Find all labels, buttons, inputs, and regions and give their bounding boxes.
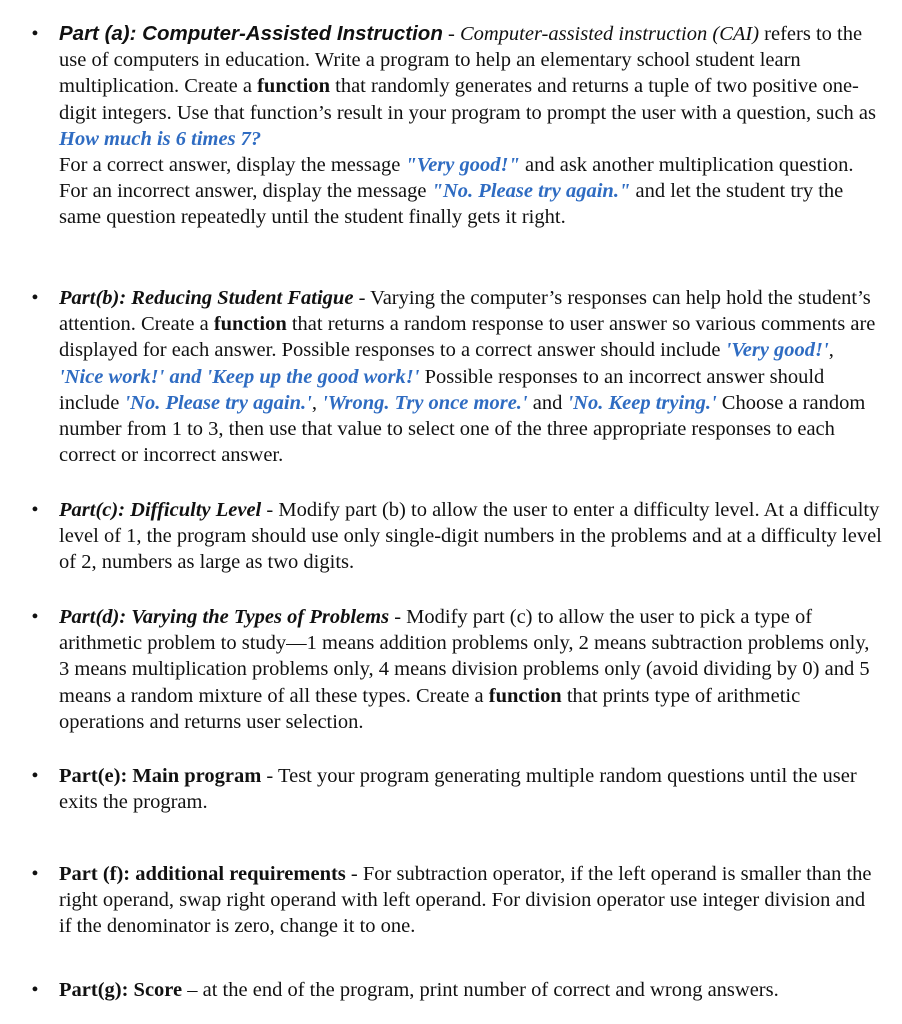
part-b-response-3: 'No. Please try again.' (124, 391, 312, 414)
part-a-function-word: function (257, 75, 331, 98)
part-d-text-1: Modify part (c) to allow the user to pick a type of arithmetic problem to study—1 means addition problems only, 2 means subtraction problems only, 3 means multiplication problems only, 4 means division problems only (avoid dividing by 0) and 5 means a random mixture of all these types. Create a (59, 606, 870, 707)
part-a-separator: - (442, 23, 460, 45)
part-b-separator: - (353, 287, 371, 309)
part-a-text-2: that randomly generates and returns a tuple of two positive one-digit integers. Use that function’s result in your program to prompt the user with a question, such as (59, 75, 877, 124)
part-b-comma-1: , (828, 339, 834, 362)
part-b-response-4: 'Wrong. Try once more.' (322, 391, 528, 414)
part-f-title: Part (f): additional requirements (59, 863, 346, 885)
part-a-text-3: For a correct answer, display the message (59, 154, 406, 177)
part-f-text-1: For subtraction operator, if the left operand is smaller than the right operand, swap right operand with left operand. For division operator use integer division and if the denominator is zero, change it to one. (59, 863, 872, 938)
part-b-text-2: that returns a random response to user answer so various comments are displayed for each answer. Possible responses to a correct answer should include (59, 313, 876, 362)
part-g-separator: – (182, 979, 203, 1001)
part-e-text-1: Test your program generating multiple random questions until the user exits the program. (59, 765, 857, 814)
bullet-icon: • (31, 606, 39, 628)
part-a-example-question: How much is 6 times 7? (59, 127, 262, 150)
part-d-title: Part(d): Varying the Types of Problems (59, 606, 390, 628)
part-b-function-word: function (213, 313, 287, 336)
bullet-icon: • (31, 287, 39, 309)
part-d-text-2: that prints type of arithmetic operations and returns user selection. (59, 684, 801, 733)
list-item-part-a (31, 21, 882, 231)
part-a-message-incorrect: "No. Please try again." (431, 180, 631, 203)
part-e-separator: - (261, 765, 278, 787)
list-item-part-f (31, 861, 882, 940)
part-b-title: Part(b): Reducing Student Fatigue (59, 287, 354, 309)
list-item-part-b (31, 285, 882, 468)
part-a-text-5: and let the student try the same question repeatedly until the student finally gets it right. (59, 180, 844, 229)
list-item-part-c (31, 497, 882, 576)
bullet-icon: • (31, 499, 39, 521)
list-item-part-d (31, 604, 882, 735)
part-c-title: Part(c): Difficulty Level (59, 499, 262, 521)
part-a-title: Part (a): Computer-Assisted Instruction (59, 22, 443, 45)
bullet-icon: • (31, 979, 39, 1001)
part-f-separator: - (345, 863, 363, 885)
part-b-response-1: 'Very good!' (725, 339, 829, 362)
part-e-title: Part(e): Main program (59, 765, 262, 787)
part-b-text-4: Choose a random number from 1 to 3, then use that value to select one of the three appropriate responses to each correct or incorrect answer. (59, 391, 866, 467)
part-a-message-correct: "Very good!" (405, 154, 520, 177)
part-a-intro: Computer-assisted instruction (CAI) (459, 23, 760, 45)
part-b-text-1: Varying the computer’s responses can help hold the student’s attention. Create a (59, 287, 871, 336)
bullet-icon: • (31, 863, 39, 885)
list-item-part-g (31, 977, 882, 1003)
part-b-and: and (527, 391, 568, 414)
bullet-icon: • (31, 23, 39, 45)
part-d-separator: - (389, 606, 407, 628)
part-a-text-4: and ask another multiplication question. For an incorrect answer, display the message (59, 154, 854, 203)
part-b-comma-2: , (311, 391, 323, 414)
part-c-separator: - (261, 499, 279, 521)
part-g-title: Part(g): Score (59, 979, 183, 1001)
part-c-text-1: Modify part (b) to allow the user to enter a difficulty level. At a difficulty level of 1, the program should use only single-digit numbers in the problems and at a difficulty level of 2, numbers as large as two digits. (59, 499, 882, 574)
bullet-icon: • (31, 765, 39, 787)
part-b-response-5: 'No. Keep trying.' (567, 391, 717, 414)
part-b-text-3: Possible responses to an incorrect answer should include (59, 365, 825, 414)
list-item-part-e (31, 763, 882, 815)
part-g-text-1: at the end of the program, print number of correct and wrong answers. (202, 979, 779, 1001)
part-a-text-1: refers to the use of computers in education. Write a program to help an elementary school student learn multiplication. Create a (59, 23, 863, 98)
part-b-response-2: 'Nice work!' and 'Keep up the good work!' (59, 365, 420, 388)
part-d-function-word: function (488, 684, 562, 707)
